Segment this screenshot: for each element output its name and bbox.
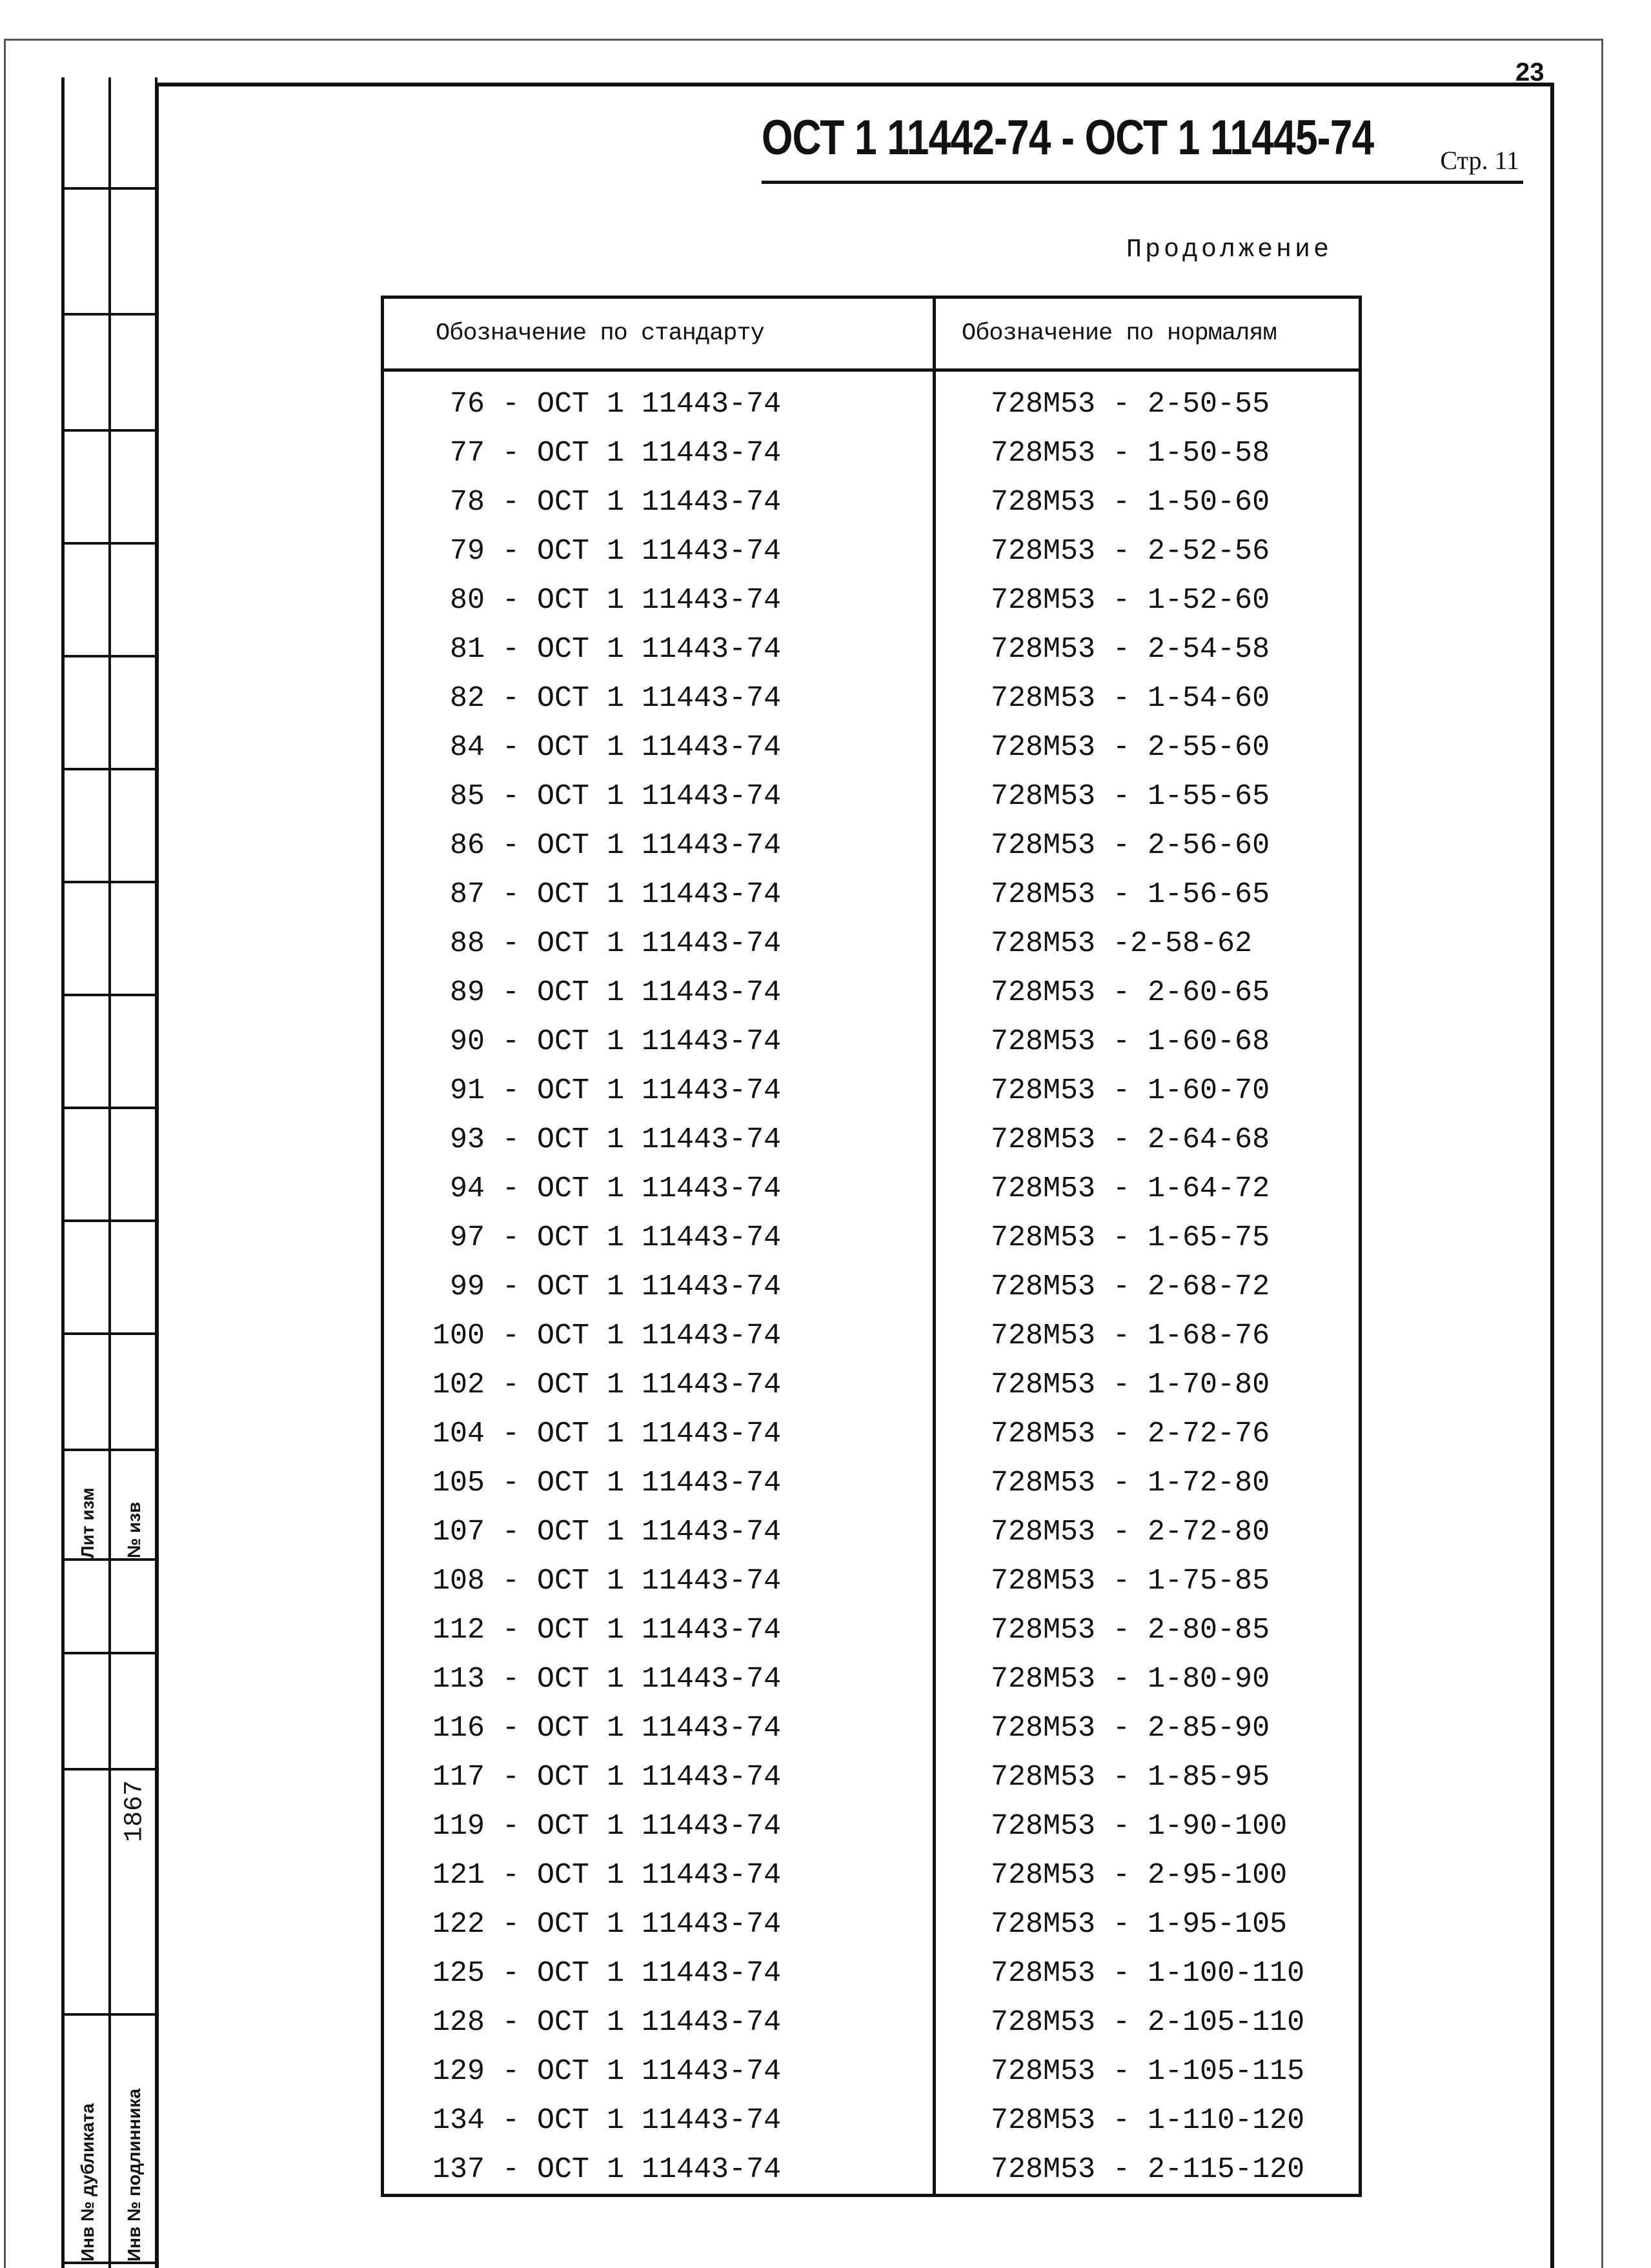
standard-code: ОСТ 1 11443-74 xyxy=(537,1123,782,1156)
norm-designation-cell: 728М53 - 1-100-110 xyxy=(935,1949,1361,1998)
table-row xyxy=(383,2096,1361,2145)
standard-code: ОСТ 1 11443-74 xyxy=(537,436,782,470)
standard-code: ОСТ 1 11443-74 xyxy=(537,1956,782,1990)
side-stamp-divider xyxy=(65,187,158,190)
norm-designation-cell: 728М53 - 1-56-65 xyxy=(935,870,1361,919)
table-row xyxy=(383,2047,1361,2096)
norm-designation-cell: 728М53 - 2-85-90 xyxy=(935,1703,1361,1752)
table-row xyxy=(383,370,1361,429)
table-row xyxy=(383,821,1361,870)
standard-code: ОСТ 1 11443-74 xyxy=(537,730,782,764)
standard-designation-cell xyxy=(383,870,935,919)
dash-separator: - xyxy=(485,1417,538,1450)
item-number: 78 xyxy=(449,485,485,519)
norm-designation-cell: 728М53 - 2-50-55 xyxy=(935,370,1361,429)
standard-designation-cell xyxy=(383,1900,935,1949)
standard-designation-cell xyxy=(383,1605,935,1654)
side-stamp-divider xyxy=(65,542,158,545)
item-number: 100 xyxy=(432,1319,485,1352)
item-number: 104 xyxy=(432,1417,485,1450)
no-izv-label: № изв xyxy=(124,1501,144,1558)
standard-code: ОСТ 1 11443-74 xyxy=(537,779,782,813)
standard-code: ОСТ 1 11443-74 xyxy=(537,1515,782,1549)
norm-designation-cell: 728М53 - 2-72-80 xyxy=(935,1507,1361,1556)
norm-designation-cell: 728М53 - 1-50-60 xyxy=(935,477,1361,527)
dash-separator: - xyxy=(485,1221,538,1254)
standard-code: ОСТ 1 11443-74 xyxy=(537,927,782,960)
standard-designation-cell xyxy=(383,2096,935,2145)
dash-separator: - xyxy=(485,1858,538,1892)
side-stamp-divider xyxy=(65,1107,158,1109)
standard-designation-cell xyxy=(383,2047,935,2096)
side-stamp-column xyxy=(65,77,111,2268)
norm-designation-cell: 728М53 - 2-60-65 xyxy=(935,968,1361,1017)
standard-code: ОСТ 1 11443-74 xyxy=(537,2005,782,2039)
standard-code: ОСТ 1 11443-74 xyxy=(537,387,782,421)
item-number: 82 xyxy=(449,681,485,715)
item-number: 121 xyxy=(432,1858,485,1892)
standard-code: ОСТ 1 11443-74 xyxy=(537,2153,782,2186)
table-row xyxy=(383,968,1361,1017)
norm-designation-cell: 728М53 - 2-55-60 xyxy=(935,723,1361,772)
item-number: 122 xyxy=(432,1907,485,1941)
standard-designation-cell xyxy=(383,1213,935,1262)
standard-designation-cell xyxy=(383,1507,935,1556)
standard-designation-cell xyxy=(383,723,935,772)
dash-separator: - xyxy=(485,2005,538,2039)
item-number: 113 xyxy=(432,1662,485,1696)
standard-designation-cell xyxy=(383,2145,935,2196)
dash-separator: - xyxy=(485,1172,538,1205)
standard-designation-cell xyxy=(383,428,935,477)
norm-designation-cell: 728М53 - 1-60-68 xyxy=(935,1017,1361,1066)
table-row xyxy=(383,772,1361,821)
item-number: 137 xyxy=(432,2153,485,2186)
norm-designation-cell: 728М53 - 2-115-120 xyxy=(935,2145,1361,2196)
item-number: 134 xyxy=(432,2103,485,2137)
standard-code: ОСТ 1 11443-74 xyxy=(537,1172,782,1205)
item-number: 80 xyxy=(449,583,485,617)
norm-designation-cell: 728М53 - 2-56-60 xyxy=(935,821,1361,870)
item-number: 91 xyxy=(449,1074,485,1107)
dash-separator: - xyxy=(485,1809,538,1843)
standard-designation-cell xyxy=(383,477,935,527)
dash-separator: - xyxy=(485,1025,538,1058)
table-row xyxy=(383,527,1361,576)
standard-code: ОСТ 1 11443-74 xyxy=(537,1907,782,1941)
item-number: 108 xyxy=(432,1564,485,1598)
table-row xyxy=(383,576,1361,625)
table-row xyxy=(383,1949,1361,1998)
side-stamp-divider xyxy=(65,768,158,770)
item-number: 128 xyxy=(432,2005,485,2039)
norm-designation-cell: 728М53 - 1-52-60 xyxy=(935,576,1361,625)
norm-designation-cell: 728М53 - 1-55-65 xyxy=(935,772,1361,821)
inventory-number: 1867 xyxy=(120,1780,150,1842)
table-row xyxy=(383,1262,1361,1311)
norm-designation-cell: 728М53 - 1-54-60 xyxy=(935,674,1361,723)
dash-separator: - xyxy=(485,1956,538,1990)
table-row xyxy=(383,674,1361,723)
norm-designation-cell: 728М53 - 1-68-76 xyxy=(935,1311,1361,1360)
standard-code: ОСТ 1 11443-74 xyxy=(537,1613,782,1647)
item-number: 87 xyxy=(449,878,485,911)
page-label: Стр. 11 xyxy=(1440,146,1519,175)
dash-separator: - xyxy=(485,534,538,568)
item-number: 97 xyxy=(449,1221,485,1254)
side-stamp-divider xyxy=(65,994,158,996)
standard-code: ОСТ 1 11443-74 xyxy=(537,1417,782,1450)
table-row xyxy=(383,1851,1361,1900)
item-number: 112 xyxy=(432,1613,485,1647)
table-row xyxy=(383,1017,1361,1066)
standard-code: ОСТ 1 11443-74 xyxy=(537,1270,782,1303)
dash-separator: - xyxy=(485,632,538,666)
sheet-number: 23 xyxy=(1515,58,1545,86)
norm-designation-cell: 728М53 - 2-54-58 xyxy=(935,625,1361,674)
dash-separator: - xyxy=(485,1613,538,1647)
standard-code: ОСТ 1 11443-74 xyxy=(537,1074,782,1107)
standard-code: ОСТ 1 11443-74 xyxy=(537,485,782,519)
document-header xyxy=(762,110,1523,184)
table-row xyxy=(383,1409,1361,1458)
dash-separator: - xyxy=(485,1515,538,1549)
dash-separator: - xyxy=(485,1466,538,1500)
inv-duplicate-label: Инв № дубликата xyxy=(77,2103,97,2262)
standard-reference: ОСТ 1 11442-74 - ОСТ 1 11445-74 xyxy=(762,110,1374,165)
standard-designation-cell xyxy=(383,527,935,576)
item-number: 102 xyxy=(432,1368,485,1401)
dash-separator: - xyxy=(485,583,538,617)
standard-designation-cell xyxy=(383,1066,935,1115)
designation-table xyxy=(381,296,1362,2197)
norm-designation-cell: 728М53 - 2-105-110 xyxy=(935,1998,1361,2047)
inv-original-label: Инв № подлинника xyxy=(124,2088,144,2262)
item-number: 107 xyxy=(432,1515,485,1549)
standard-designation-cell xyxy=(383,370,935,429)
standard-code: ОСТ 1 11443-74 xyxy=(537,1564,782,1598)
standard-code: ОСТ 1 11443-74 xyxy=(537,1858,782,1892)
table-header-row xyxy=(383,297,1361,370)
item-number: 89 xyxy=(449,976,485,1009)
standard-designation-cell xyxy=(383,1801,935,1851)
item-number: 90 xyxy=(449,1025,485,1058)
table-row xyxy=(383,1998,1361,2047)
standard-code: ОСТ 1 11443-74 xyxy=(537,976,782,1009)
side-stamp-divider xyxy=(65,655,158,657)
dash-separator: - xyxy=(485,1123,538,1156)
side-stamp-divider xyxy=(65,313,158,316)
norm-designation-cell: 728М53 - 2-80-85 xyxy=(935,1605,1361,1654)
standard-code: ОСТ 1 11443-74 xyxy=(537,1809,782,1843)
standard-code: ОСТ 1 11443-74 xyxy=(537,1025,782,1058)
dash-separator: - xyxy=(485,2103,538,2137)
table-row xyxy=(383,1311,1361,1360)
standard-designation-cell xyxy=(383,1949,935,1998)
table-row xyxy=(383,1752,1361,1801)
dash-separator: - xyxy=(485,485,538,519)
table-row xyxy=(383,870,1361,919)
dash-separator: - xyxy=(485,436,538,470)
dash-separator: - xyxy=(485,927,538,960)
standard-designation-cell xyxy=(383,919,935,968)
dash-separator: - xyxy=(485,1074,538,1107)
table-row xyxy=(383,919,1361,968)
standard-designation-cell xyxy=(383,1262,935,1311)
dash-separator: - xyxy=(485,1319,538,1352)
dash-separator: - xyxy=(485,1907,538,1941)
standard-code: ОСТ 1 11443-74 xyxy=(537,1368,782,1401)
table-body xyxy=(383,370,1361,2196)
standard-code: ОСТ 1 11443-74 xyxy=(537,632,782,666)
norm-designation-cell: 728М53 - 1-64-72 xyxy=(935,1164,1361,1213)
norm-designation-cell: 728М53 - 2-95-100 xyxy=(935,1851,1361,1900)
item-number: 94 xyxy=(449,1172,485,1205)
standard-code: ОСТ 1 11443-74 xyxy=(537,681,782,715)
side-stamp-divider xyxy=(65,2013,158,2016)
item-number: 129 xyxy=(432,2054,485,2088)
norm-designation-cell: 728М53 - 1-70-80 xyxy=(935,1360,1361,1409)
item-number: 85 xyxy=(449,779,485,813)
norm-designation-cell: 728М53 - 1-50-58 xyxy=(935,428,1361,477)
column-header-norms: Обозначение по нормалям xyxy=(935,297,1361,370)
dash-separator: - xyxy=(485,1368,538,1401)
dash-separator: - xyxy=(485,1760,538,1794)
dash-separator: - xyxy=(485,828,538,862)
item-number: 117 xyxy=(432,1760,485,1794)
standard-code: ОСТ 1 11443-74 xyxy=(537,2103,782,2137)
side-stamp-divider xyxy=(65,1558,158,1561)
standard-designation-cell xyxy=(383,1556,935,1605)
standard-designation-cell xyxy=(383,1311,935,1360)
item-number: 77 xyxy=(449,436,485,470)
norm-designation-cell: 728М53 - 1-72-80 xyxy=(935,1458,1361,1507)
standard-designation-cell xyxy=(383,1654,935,1703)
lit-izm-label: Лит изм xyxy=(77,1487,97,1558)
side-stamp-divider xyxy=(65,1219,158,1222)
norm-designation-cell: 728М53 - 1-80-90 xyxy=(935,1654,1361,1703)
norm-designation-cell: 728М53 - 1-90-100 xyxy=(935,1801,1361,1851)
standard-designation-cell xyxy=(383,1017,935,1066)
standard-code: ОСТ 1 11443-74 xyxy=(537,1466,782,1500)
norm-designation-cell: 728М53 - 2-68-72 xyxy=(935,1262,1361,1311)
item-number: 105 xyxy=(432,1466,485,1500)
dash-separator: - xyxy=(485,681,538,715)
standard-designation-cell xyxy=(383,1752,935,1801)
dash-separator: - xyxy=(485,976,538,1009)
standard-designation-cell xyxy=(383,1164,935,1213)
table-row xyxy=(383,1801,1361,1851)
standard-designation-cell xyxy=(383,1115,935,1164)
table-row xyxy=(383,1556,1361,1605)
item-number: 81 xyxy=(449,632,485,666)
dash-separator: - xyxy=(485,1564,538,1598)
dash-separator: - xyxy=(485,1662,538,1696)
table-row xyxy=(383,1066,1361,1115)
table-row xyxy=(383,1458,1361,1507)
table-row xyxy=(383,477,1361,527)
side-stamp-divider xyxy=(65,429,158,432)
table-row xyxy=(383,1360,1361,1409)
table-row xyxy=(383,1654,1361,1703)
norm-designation-cell: 728М53 - 1-95-105 xyxy=(935,1900,1361,1949)
standard-designation-cell xyxy=(383,1360,935,1409)
table-row xyxy=(383,1164,1361,1213)
side-stamp-divider xyxy=(65,2262,158,2264)
table-row xyxy=(383,1213,1361,1262)
dash-separator: - xyxy=(485,2153,538,2186)
table-row xyxy=(383,2145,1361,2196)
standard-code: ОСТ 1 11443-74 xyxy=(537,534,782,568)
norm-designation-cell: 728М53 - 1-105-115 xyxy=(935,2047,1361,2096)
standard-code: ОСТ 1 11443-74 xyxy=(537,1711,782,1745)
table-row xyxy=(383,1900,1361,1949)
dash-separator: - xyxy=(485,2054,538,2088)
standard-designation-cell xyxy=(383,625,935,674)
table-row xyxy=(383,1703,1361,1752)
item-number: 93 xyxy=(449,1123,485,1156)
standard-code: ОСТ 1 11443-74 xyxy=(537,1662,782,1696)
standard-designation-cell xyxy=(383,968,935,1017)
standard-code: ОСТ 1 11443-74 xyxy=(537,2054,782,2088)
dash-separator: - xyxy=(485,878,538,911)
standard-designation-cell xyxy=(383,1703,935,1752)
norm-designation-cell: 728М53 - 2-52-56 xyxy=(935,527,1361,576)
standard-code: ОСТ 1 11443-74 xyxy=(537,1760,782,1794)
continuation-label: Продолжение xyxy=(1126,236,1333,265)
item-number: 119 xyxy=(432,1809,485,1843)
standard-code: ОСТ 1 11443-74 xyxy=(537,1319,782,1352)
standard-code: ОСТ 1 11443-74 xyxy=(537,878,782,911)
column-header-standard: Обозначение по стандарту xyxy=(383,297,935,370)
table-row xyxy=(383,1605,1361,1654)
norm-designation-cell: 728М53 - 1-65-75 xyxy=(935,1213,1361,1262)
norm-designation-cell: 728М53 -2-58-62 xyxy=(935,919,1361,968)
standard-designation-cell xyxy=(383,1458,935,1507)
standard-designation-cell xyxy=(383,1851,935,1900)
standard-code: ОСТ 1 11443-74 xyxy=(537,583,782,617)
dash-separator: - xyxy=(485,730,538,764)
standard-designation-cell xyxy=(383,1998,935,2047)
norm-designation-cell: 728М53 - 1-60-70 xyxy=(935,1066,1361,1115)
standard-designation-cell xyxy=(383,674,935,723)
table-row xyxy=(383,1507,1361,1556)
standard-code: ОСТ 1 11443-74 xyxy=(537,828,782,862)
dash-separator: - xyxy=(485,1270,538,1303)
norm-designation-cell: 728М53 - 1-85-95 xyxy=(935,1752,1361,1801)
table-row xyxy=(383,723,1361,772)
item-number: 125 xyxy=(432,1956,485,1990)
side-stamp-divider xyxy=(65,881,158,883)
item-number: 99 xyxy=(449,1270,485,1303)
standard-designation-cell xyxy=(383,821,935,870)
table-row xyxy=(383,625,1361,674)
table-row xyxy=(383,428,1361,477)
item-number: 76 xyxy=(449,387,485,421)
side-stamp-divider xyxy=(65,1332,158,1335)
item-number: 86 xyxy=(449,828,485,862)
item-number: 116 xyxy=(432,1711,485,1745)
dash-separator: - xyxy=(485,1711,538,1745)
norm-designation-cell: 728М53 - 2-64-68 xyxy=(935,1115,1361,1164)
item-number: 84 xyxy=(449,730,485,764)
norm-designation-cell: 728М53 - 1-75-85 xyxy=(935,1556,1361,1605)
item-number: 88 xyxy=(449,927,485,960)
standard-designation-cell xyxy=(383,772,935,821)
standard-designation-cell xyxy=(383,1409,935,1458)
item-number: 79 xyxy=(449,534,485,568)
side-stamp xyxy=(61,77,155,2268)
norm-designation-cell: 728М53 - 2-72-76 xyxy=(935,1409,1361,1458)
dash-separator: - xyxy=(485,387,538,421)
side-stamp-column xyxy=(111,77,157,2268)
dash-separator: - xyxy=(485,779,538,813)
standard-designation-cell xyxy=(383,576,935,625)
table-row xyxy=(383,1115,1361,1164)
norm-designation-cell: 728М53 - 1-110-120 xyxy=(935,2096,1361,2145)
standard-code: ОСТ 1 11443-74 xyxy=(537,1221,782,1254)
